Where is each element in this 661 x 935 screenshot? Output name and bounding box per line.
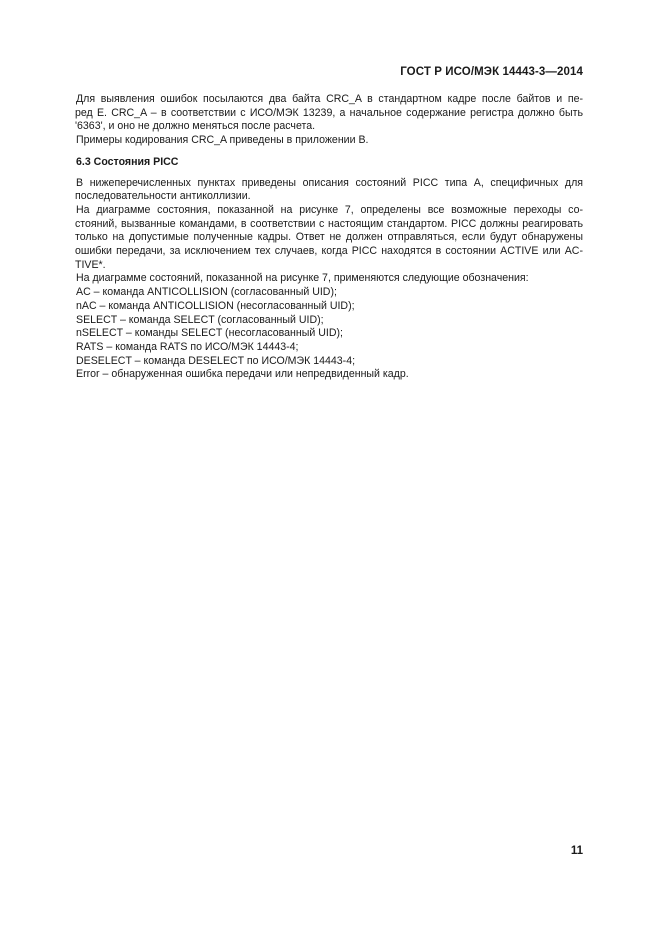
intro-line-2: последовательности антиколлизии. (75, 190, 251, 203)
standard-header: ГОСТ Р ИСО/МЭК 14443-3—2014 (400, 66, 583, 78)
notation-item: DESELECT – команда DESELECT по ИСО/МЭК 14443-4; (76, 354, 356, 367)
crc-line-2: ред E. CRC_A – в соответствии с ИСО/МЭК 13239, а начальное содержание регистра должно быть (75, 106, 583, 119)
notation-item: Error – обнаруженная ошибка передачи или непредвиденный кадр. (76, 368, 409, 381)
diagram-line-5: TIVE*. (75, 258, 106, 271)
intro-paragraph (76, 177, 583, 204)
notation-item: SELECT – команда SELECT (согласованный UID); (76, 313, 324, 326)
crc-line-1: Для выявления ошибок посылаются два байта CRC_A в стандартном кадре после байтов и пе- (76, 93, 583, 105)
notation-item: nAC – команда ANTICOLLISION (несогласованный UID); (76, 299, 355, 312)
notation-item: RATS – команда RATS по ИСО/МЭК 14443-4; (76, 340, 299, 353)
notation-list (76, 286, 583, 382)
notation-item: AC – команда ANTICOLLISION (согласованный UID); (76, 286, 337, 299)
diagram-line-3: только на допустимые полученные кадры. Ответ не должен отправляться, если будут обнаружены (75, 231, 583, 244)
notation-item: nSELECT – команды SELECT (несогласованный UID); (76, 327, 343, 340)
intro-line-1: В нижеперечисленных пунктах приведены описания состояний PICC типа A, специфичных для (76, 176, 583, 189)
page-number: 11 (570, 845, 583, 857)
diagram-line-1: На диаграмме состояния, показанной на рисунке 7, определены все возможные переходы со- (76, 203, 583, 216)
page-content (76, 93, 583, 382)
crc-paragraph (76, 93, 583, 134)
diagram-paragraph (76, 204, 583, 273)
diagram-line-2: стояний, вызванные командами, в соответствии с настоящим стандартом. PICC должны реагировать (75, 217, 583, 230)
section-title: 6.3 Состояния PICC (76, 155, 179, 168)
crc-examples-paragraph (76, 134, 583, 148)
notation-intro-line: На диаграмме состояний, показанной на рисунке 7, применяются следующие обозначения: (76, 272, 529, 285)
diagram-line-4: ошибки передачи, за исключением тех случаев, когда PICC находятся в состоянии ACTIVE или AC- (75, 245, 583, 258)
crc-examples-line: Примеры кодирования CRC_A приведены в приложении B. (76, 134, 369, 147)
crc-line-3: '6363', и оно не должно меняться после расчета. (75, 120, 316, 133)
text-line (76, 93, 583, 107)
notation-intro-paragraph (76, 272, 583, 286)
